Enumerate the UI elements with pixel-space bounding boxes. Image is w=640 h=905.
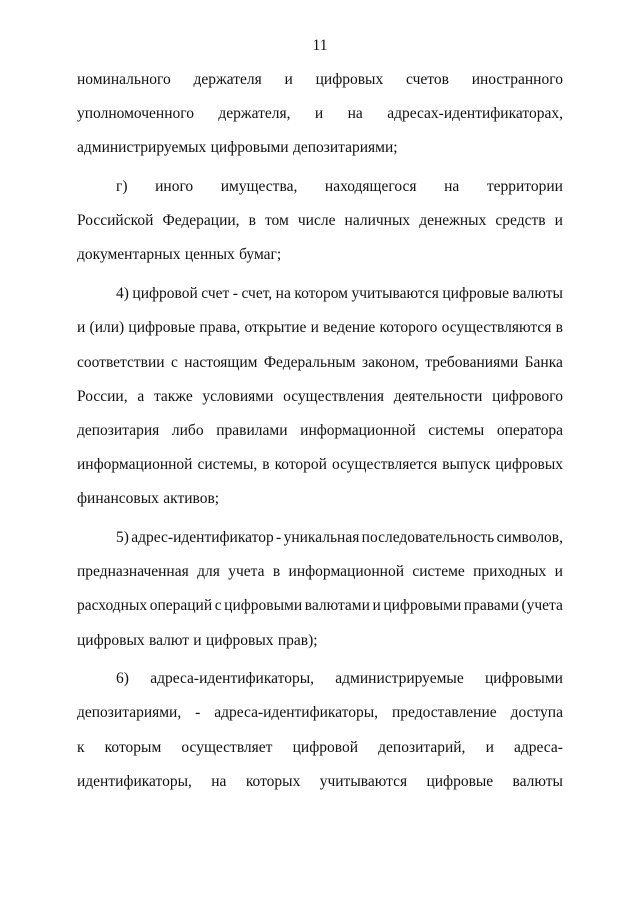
text-line: 5) адрес-идентификатор - уникальная последовательность символов, xyxy=(116,528,563,546)
text-line: соответствии с настоящим Федеральным законом, требованиями Банка xyxy=(77,353,563,371)
text-line: к которым осуществляет цифровой депозитарий, и адреса- xyxy=(77,738,563,756)
text-line: предназначенная для учета в информационной системе приходных и xyxy=(77,563,563,581)
text-line: документарных ценных бумаг; xyxy=(77,246,282,264)
text-line: финансовых активов; xyxy=(77,490,220,508)
text-line: и (или) цифровые права, открытие и ведение которого осуществляются в xyxy=(77,319,563,337)
text-line: 6) адреса-идентификаторы, администрируемые цифровыми xyxy=(116,670,563,688)
text-line: идентификаторы, на которых учитываются цифровые валюты xyxy=(77,772,563,790)
text-line: информационной системы, в которой осуществляется выпуск цифровых xyxy=(77,456,563,474)
text-line: г) иного имущества, находящегося на территории xyxy=(116,178,563,196)
text-line: депозитария либо правилами информационной системы оператора xyxy=(77,421,563,439)
text-line: депозитариями, - адреса-идентификаторы, предоставление доступа xyxy=(77,704,563,722)
text-line: администрируемых цифровыми депозитариями; xyxy=(77,139,398,157)
text-line: номинального держателя и цифровых счетов иностранного xyxy=(77,71,563,88)
text-line: Российской Федерации, в том числе наличных денежных средств и xyxy=(77,212,563,230)
text-line: расходных операций с цифровыми валютами и цифровыми правами (учета xyxy=(77,597,563,615)
text-line: России, а также условиями осуществления деятельности цифрового xyxy=(77,387,563,405)
page-number: 11 xyxy=(312,37,328,54)
document-body xyxy=(77,67,563,803)
text-line: уполномоченного держателя, и на адресах-идентификаторах, xyxy=(77,105,563,123)
text-line: 4) цифровой счет - счет, на котором учитываются цифровые валюты xyxy=(116,285,563,303)
text-line: цифровых валют и цифровых прав); xyxy=(77,631,318,649)
